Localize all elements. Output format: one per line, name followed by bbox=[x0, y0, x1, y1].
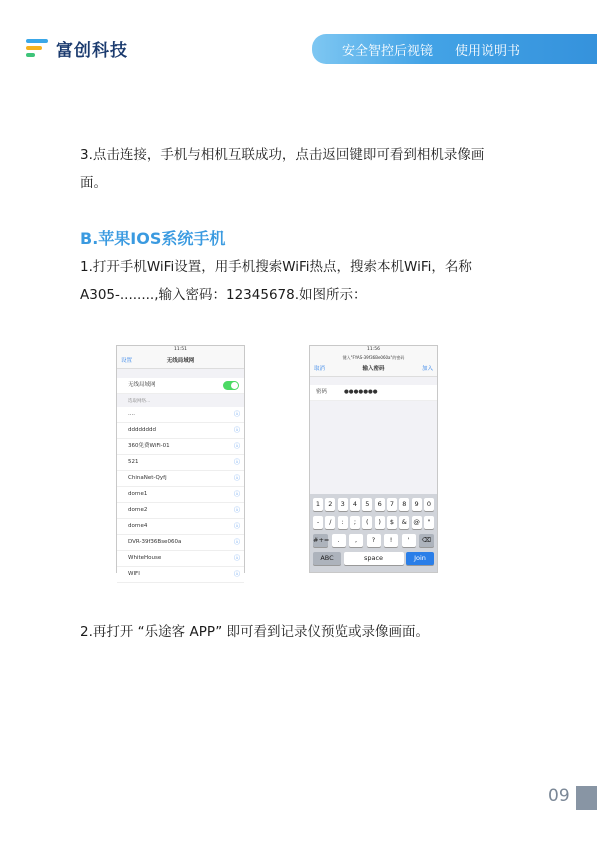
network-name: WhiteHouse bbox=[128, 555, 162, 561]
phone-password-screenshot bbox=[309, 345, 438, 573]
info-icon[interactable]: ⓘ bbox=[233, 459, 240, 466]
cancel-button[interactable]: 取消 bbox=[314, 366, 326, 372]
step2-text: 2.再打开 “乐途客 APP” 即可看到记录仪预览或录像画面。 bbox=[80, 624, 430, 640]
keyboard-key[interactable]: : bbox=[338, 516, 348, 529]
keyboard-key[interactable]: 9 bbox=[412, 498, 422, 511]
network-name: dorne4 bbox=[128, 523, 148, 529]
keyboard-key[interactable]: & bbox=[399, 516, 409, 529]
network-name: DVR-39f36Bse060a bbox=[128, 539, 182, 545]
keyboard-key[interactable]: #+= bbox=[313, 534, 328, 547]
keyboard-key[interactable]: . bbox=[332, 534, 346, 547]
keyboard-key[interactable]: 8 bbox=[399, 498, 409, 511]
status-bar: 11:56 bbox=[310, 346, 437, 354]
info-icon[interactable]: ⓘ bbox=[233, 475, 240, 482]
network-name: 521 bbox=[128, 459, 139, 465]
banner-doc-title: 使用说明书 bbox=[455, 43, 521, 59]
network-row[interactable] bbox=[117, 455, 244, 471]
network-row[interactable] bbox=[117, 439, 244, 455]
keyboard-key[interactable]: 5 bbox=[362, 498, 372, 511]
section-heading: B.苹果IOS系统手机 bbox=[80, 229, 226, 248]
keyboard-key[interactable]: - bbox=[313, 516, 323, 529]
wifi-toggle-row bbox=[117, 378, 244, 394]
network-name: ChinaNet-Qyfj bbox=[128, 475, 167, 481]
step3-line1: 3.点击连接，手机与相机互联成功，点击返回键即可看到相机录像画 bbox=[80, 147, 485, 163]
back-button[interactable]: 设置 bbox=[121, 358, 133, 364]
keyboard-key[interactable]: ; bbox=[350, 516, 360, 529]
page-marker bbox=[576, 786, 597, 810]
info-icon[interactable]: ⓘ bbox=[233, 555, 240, 562]
keyboard-key[interactable]: $ bbox=[387, 516, 397, 529]
network-row[interactable] bbox=[117, 519, 244, 535]
keyboard-key[interactable]: , bbox=[349, 534, 363, 547]
header-banner bbox=[312, 34, 597, 64]
keyboard-key[interactable]: 7 bbox=[387, 498, 397, 511]
logo-text: 富创科技 bbox=[56, 40, 128, 61]
brand-logo bbox=[26, 36, 128, 60]
network-row[interactable] bbox=[117, 423, 244, 439]
password-label: 密码 bbox=[316, 389, 328, 395]
keyboard-key[interactable]: 4 bbox=[350, 498, 360, 511]
keyboard-key[interactable]: " bbox=[424, 516, 434, 529]
info-icon[interactable]: ⓘ bbox=[233, 411, 240, 418]
network-name: dorne2 bbox=[128, 507, 148, 513]
keyboard-key[interactable]: 6 bbox=[375, 498, 385, 511]
password-field[interactable] bbox=[310, 385, 437, 401]
nav-title: 输入密码 bbox=[362, 366, 385, 372]
wifi-label: 无线局域网 bbox=[128, 382, 156, 388]
status-bar: 11:51 bbox=[117, 346, 244, 354]
keyboard-key[interactable]: ABC bbox=[313, 552, 341, 565]
network-row[interactable] bbox=[117, 487, 244, 503]
keyboard-key[interactable]: 2 bbox=[325, 498, 335, 511]
network-row[interactable] bbox=[117, 407, 244, 423]
step3-line2: 面。 bbox=[80, 175, 107, 191]
step1-line2: A305-........,输入密码：12345678.如图所示： bbox=[80, 287, 367, 303]
network-row[interactable] bbox=[117, 503, 244, 519]
network-row[interactable] bbox=[117, 567, 244, 583]
network-name: dddddddd bbox=[128, 427, 156, 433]
wifi-toggle[interactable] bbox=[223, 381, 239, 390]
nav-title: 无线局域网 bbox=[166, 358, 195, 364]
info-icon[interactable]: ⓘ bbox=[233, 427, 240, 434]
info-icon[interactable]: ⓘ bbox=[233, 571, 240, 578]
keyboard-key[interactable]: @ bbox=[412, 516, 422, 529]
network-row[interactable] bbox=[117, 471, 244, 487]
keyboard-key[interactable]: ! bbox=[384, 534, 398, 547]
network-name: .... bbox=[128, 411, 135, 417]
info-icon[interactable]: ⓘ bbox=[233, 523, 240, 530]
phone-wifi-list-screenshot bbox=[116, 345, 245, 578]
keyboard-key[interactable]: ) bbox=[375, 516, 385, 529]
keyboard-key[interactable]: ' bbox=[402, 534, 416, 547]
step3-text bbox=[80, 141, 484, 197]
info-icon[interactable]: ⓘ bbox=[233, 539, 240, 546]
keyboard-key[interactable]: Join bbox=[406, 552, 434, 565]
keyboard bbox=[310, 494, 437, 572]
keyboard-key[interactable]: ( bbox=[362, 516, 372, 529]
keyboard-key[interactable]: 0 bbox=[424, 498, 434, 511]
info-icon[interactable]: ⓘ bbox=[233, 443, 240, 450]
info-icon[interactable]: ⓘ bbox=[233, 507, 240, 514]
section-label: 选取网络... bbox=[128, 399, 151, 404]
network-row[interactable] bbox=[117, 551, 244, 567]
page-number: 09 bbox=[548, 786, 570, 806]
info-icon[interactable]: ⓘ bbox=[233, 491, 240, 498]
keyboard-key[interactable]: ⌫ bbox=[419, 534, 434, 547]
network-name: dorne1 bbox=[128, 491, 148, 497]
keyboard-key[interactable]: 1 bbox=[313, 498, 323, 511]
password-prompt: 键入"FYAS-39f36Be060a"的密码 bbox=[310, 354, 437, 362]
network-name: WIFI bbox=[128, 571, 140, 577]
keyboard-key[interactable]: 3 bbox=[338, 498, 348, 511]
password-value: ●●●●●●● bbox=[344, 389, 378, 395]
keyboard-key[interactable]: space bbox=[344, 552, 404, 565]
keyboard-key[interactable]: / bbox=[325, 516, 335, 529]
keyboard-key[interactable]: ? bbox=[367, 534, 381, 547]
nav-bar bbox=[117, 354, 244, 369]
step1-text bbox=[80, 253, 472, 309]
step1-line1: 1.打开手机WiFi设置，用手机搜索WiFi热点，搜索本机WiFi，名称 bbox=[80, 259, 472, 275]
banner-product-title: 安全智控后视镜 bbox=[342, 43, 434, 59]
logo-icon bbox=[26, 37, 50, 59]
network-name: 360免费WiFi-01 bbox=[128, 443, 170, 449]
nav-bar bbox=[310, 362, 437, 377]
network-row[interactable] bbox=[117, 535, 244, 551]
network-list bbox=[117, 407, 244, 583]
join-button[interactable]: 加入 bbox=[421, 366, 433, 372]
